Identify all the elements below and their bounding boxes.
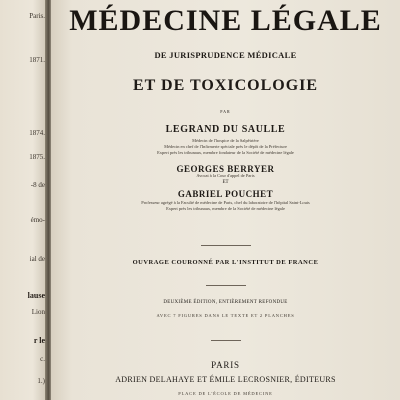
imprint-city: PARIS bbox=[211, 360, 240, 370]
divider-rule bbox=[206, 285, 246, 286]
title-page bbox=[51, 0, 400, 400]
divider-rule bbox=[201, 245, 251, 246]
author-3-credential: Expert près les tribunaux, membre de la Société de médecine légale bbox=[166, 206, 285, 211]
left-page-fragment: r le bbox=[33, 336, 45, 345]
author-3-credential: Professeur agrégé à la Faculté de médecine de Paris, chef du laboratoire de l'hôpital Saint-Louis bbox=[141, 200, 310, 205]
edition-line: DEUXIÈME ÉDITION, ENTIÈREMENT REFONDUE bbox=[163, 300, 288, 305]
author-1-credential: Médecin en chef de l'Infirmerie spéciale près le dépôt de la Préfecture bbox=[164, 144, 287, 149]
left-page-fragment: ial de bbox=[29, 255, 45, 263]
facing-left-page bbox=[0, 0, 47, 400]
left-page-fragment: Paris. bbox=[29, 12, 45, 20]
figures-note: AVEC 7 FIGURES DANS LE TEXTE ET 2 PLANCHES bbox=[156, 313, 295, 318]
author-georges-berryer: GEORGES BERRYER bbox=[176, 164, 275, 174]
left-page-fragment: 1871. bbox=[29, 56, 45, 64]
book-title: MÉDECINE LÉGALE bbox=[69, 4, 382, 37]
divider-rule bbox=[211, 340, 241, 341]
left-page-fragment: émo- bbox=[30, 216, 45, 224]
and-label: ET bbox=[222, 180, 229, 185]
award-line: OUVRAGE COURONNÉ PAR L'INSTITUT DE FRANCE bbox=[132, 259, 319, 266]
author-gabriel-pouchet: GABRIEL POUCHET bbox=[177, 189, 274, 199]
subtitle-toxicologie: ET DE TOXICOLOGIE bbox=[132, 77, 319, 94]
left-page-fragment: Lion bbox=[31, 308, 45, 316]
left-page-fragment: lause bbox=[27, 291, 45, 300]
left-page-fragment: -8 de bbox=[30, 181, 45, 189]
left-page-fragment: c. bbox=[40, 355, 45, 363]
by-label: PAR bbox=[220, 109, 231, 114]
subtitle-jurisprudence: DE JURISPRUDENCE MÉDICALE bbox=[154, 50, 297, 60]
author-legrand-du-saulle: LEGRAND DU SAULLE bbox=[165, 124, 286, 135]
imprint-address: PLACE DE L'ÉCOLE DE MÉDECINE bbox=[178, 391, 273, 396]
left-page-fragment: 1.) bbox=[37, 377, 45, 385]
left-page-fragment: 1875. bbox=[29, 153, 45, 161]
author-1-credential: Médecin de l'hospice de la Salpêtrière bbox=[192, 138, 259, 143]
author-2-credential: Avocat à la Cour d'appel de Paris bbox=[196, 173, 255, 178]
author-1-credential: Expert près les tribunaux, membre fondateur de la Société de médecine légale bbox=[157, 150, 294, 155]
left-page-fragment: 1874. bbox=[29, 129, 45, 137]
imprint-publisher: ADRIEN DELAHAYE ET ÉMILE LECROSNIER, ÉDITEURS bbox=[115, 375, 336, 384]
